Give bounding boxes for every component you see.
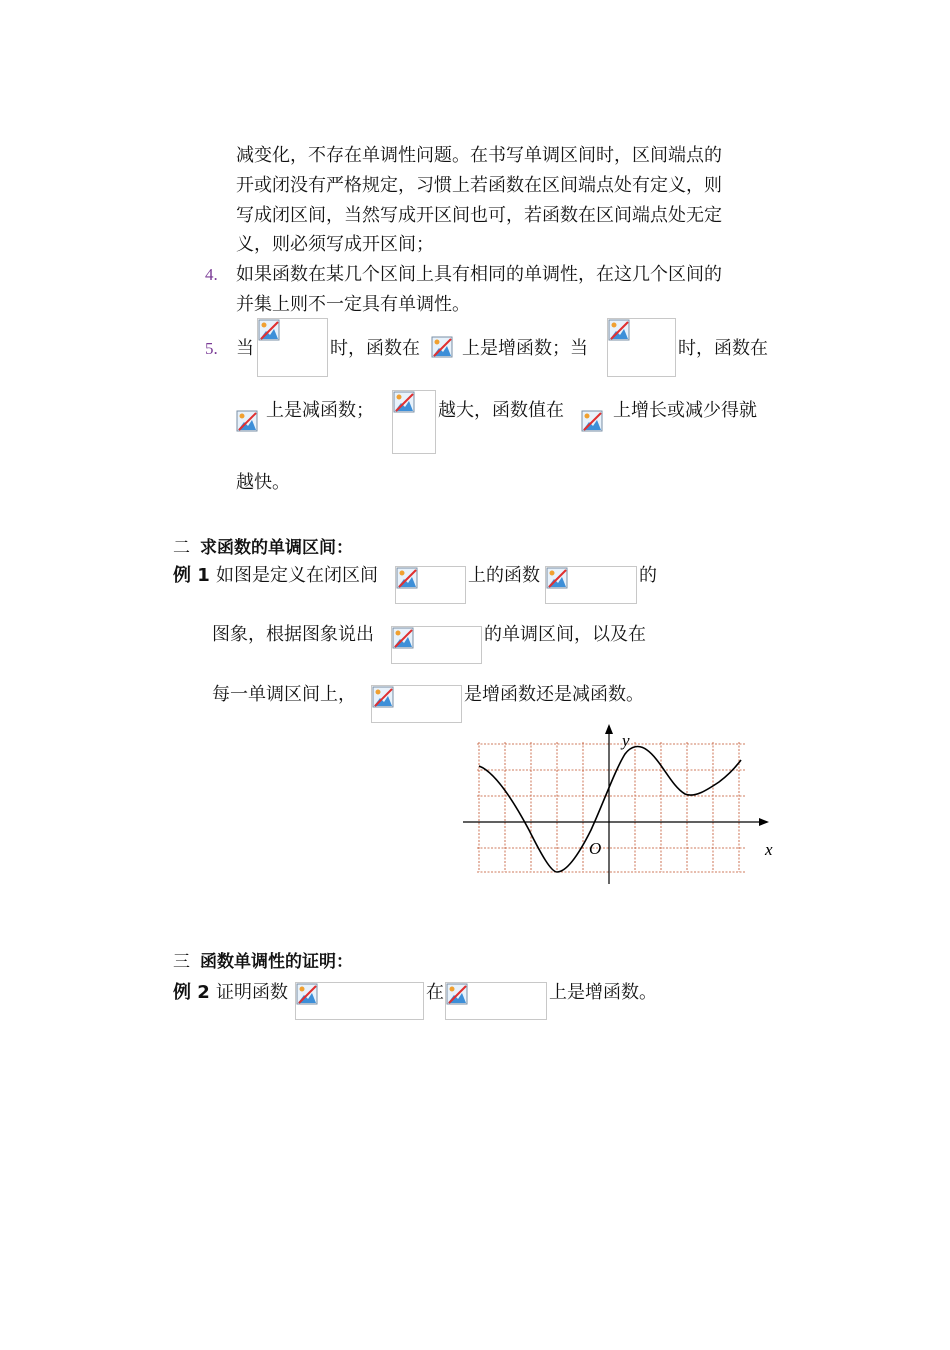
list-number: 4. — [205, 265, 218, 284]
x-axis-arrow — [759, 818, 769, 826]
list-number: 5. — [205, 339, 218, 358]
text-run: 每一单调区间上， — [212, 684, 356, 705]
origin-label: O — [589, 839, 602, 858]
paragraph-line: 写成闭区间，当然写成开区间也可，若函数在区间端点处无定 — [236, 205, 722, 226]
broken-image-icon — [393, 391, 415, 413]
text-run: 越大，函数值在 — [438, 400, 564, 421]
section-title: 求函数的单调区间： — [200, 538, 353, 558]
paragraph-line: 开或闭没有严格规定，习惯上若函数在区间端点处有定义，则 — [236, 175, 722, 196]
example-line — [173, 565, 210, 587]
formula-image-placeholder — [545, 566, 637, 604]
list-item-line: 如果函数在某几个区间上具有相同的单调性，在这几个区间的 — [236, 264, 722, 285]
formula-image-placeholder — [395, 566, 466, 604]
section-heading — [173, 947, 353, 972]
broken-image-icon — [431, 336, 453, 358]
function-curve — [479, 747, 741, 872]
formula-image-placeholder — [392, 390, 436, 454]
broken-image-icon — [546, 567, 568, 589]
section-title: 函数单调性的证明： — [200, 952, 353, 972]
formula-image-placeholder — [257, 318, 328, 377]
example-label: 例 2 — [173, 982, 210, 1003]
x-axis-label: x — [765, 840, 773, 859]
section-index: 二 — [173, 538, 190, 558]
text-run: 时，函数在 — [330, 338, 420, 359]
text-run: 证明函数 — [216, 982, 288, 1003]
broken-image-icon — [258, 319, 280, 341]
function-graph — [455, 720, 785, 890]
text-run: 如图是定义在闭区间 — [216, 565, 378, 586]
text-run: 在 — [426, 982, 444, 1003]
broken-image-icon — [608, 319, 630, 341]
example-line — [173, 982, 210, 1004]
broken-image-icon — [581, 410, 603, 432]
text-run: 当 — [236, 338, 254, 359]
example-label: 例 1 — [173, 565, 210, 586]
formula-image-placeholder — [581, 410, 611, 434]
formula-image-placeholder — [295, 982, 424, 1020]
broken-image-icon — [296, 983, 318, 1005]
text-run: 是增函数还是减函数。 — [464, 684, 644, 705]
list-item-line: 并集上则不一定具有单调性。 — [236, 294, 470, 315]
text-run: 上是减函数； — [266, 400, 374, 421]
text-run: 的 — [639, 565, 657, 586]
paragraph-line: 义，则必须写成开区间； — [236, 234, 434, 255]
formula-image-placeholder — [445, 982, 547, 1020]
formula-image-placeholder — [391, 626, 482, 664]
formula-image-placeholder — [607, 318, 676, 377]
formula-image-placeholder — [371, 685, 462, 723]
formula-image-placeholder — [431, 336, 457, 360]
text-run: 的单调区间，以及在 — [484, 624, 646, 645]
text-run: 时，函数在 — [678, 338, 768, 359]
formula-image-placeholder — [236, 410, 262, 434]
grid — [477, 742, 745, 872]
broken-image-icon — [372, 686, 394, 708]
y-axis-arrow — [605, 724, 613, 734]
text-run: 图象，根据图象说出 — [212, 624, 374, 645]
section-heading — [173, 533, 353, 558]
broken-image-icon — [446, 983, 468, 1005]
broken-image-icon — [396, 567, 418, 589]
text-run: 越快。 — [236, 472, 290, 493]
broken-image-icon — [236, 410, 258, 432]
text-run: 上的函数 — [468, 565, 540, 586]
paragraph-line: 减变化，不存在单调性问题。在书写单调区间时，区间端点的 — [236, 145, 722, 166]
broken-image-icon — [392, 627, 414, 649]
text-run: 上是增函数。 — [549, 982, 657, 1003]
y-axis-label: y — [622, 731, 630, 750]
section-index: 三 — [173, 952, 190, 972]
text-run: 上增长或减少得就 — [613, 400, 757, 421]
text-run: 上是增函数；当 — [462, 338, 588, 359]
